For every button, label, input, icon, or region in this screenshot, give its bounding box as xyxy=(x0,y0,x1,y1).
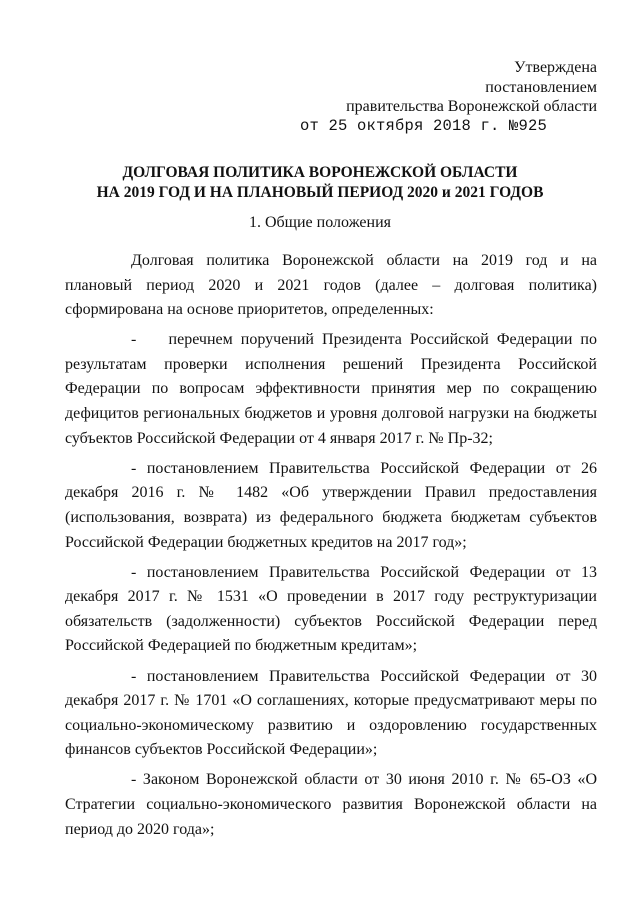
approval-block xyxy=(300,58,597,136)
section-heading: 1. Общие положения xyxy=(248,214,392,231)
approval-line-authority: правительства Воронежской области xyxy=(346,98,597,115)
paragraph-list-item: - Законом Воронежской области от 30 июня 2010 г. № 65-ОЗ «О Стратегии социально-экономического развития Воронежской области на период до 2020 года»; xyxy=(65,771,597,838)
paragraph-list-item: - перечнем поручений Президента Российской Федерации по результатам проверки исполнения решений Президента Российской Федерации по вопросам эффективности принятия мер по сокращению дефицитов региональных бюджетов и уровня долговой нагрузки на бюджеты субъектов Российской Федерации от 4 января 2017 г. № Пр-32; xyxy=(65,331,597,447)
document-title-line-2: НА 2019 ГОД И НА ПЛАНОВЫЙ ПЕРИОД 2020 и 2021 ГОДОВ xyxy=(96,184,544,201)
paragraph-list-item: - постановлением Правительства Российской Федерации от 13 декабря 2017 г. № 1531 «О проведении в 2017 году реструктуризации обязательств (задолженности) субъектов Российской Федерации перед Российской Федерацией по бюджетным кредитам»; xyxy=(65,563,597,655)
paragraph-list-item: - постановлением Правительства Российской Федерации от 26 декабря 2016 г. № 1482 «Об утверждении Правил предоставления (использования, возврата) из федерального бюджета бюджетам субъектов Российской Федерации бюджетных кредитов на 2017 год»; xyxy=(65,459,597,551)
approval-date-stamp: от 25 октября 2018 г. №925 xyxy=(299,116,547,135)
body-text xyxy=(65,249,597,848)
approval-line-approved: Утверждена xyxy=(514,59,597,76)
paragraph-intro: Долговая политика Воронежской области на 2019 год и на плановый период 2020 и 2021 годов (далее – долговая политика) сформирована на основе приоритетов, определенных: xyxy=(65,252,597,319)
document-title xyxy=(0,163,640,203)
paragraph-list-item: - постановлением Правительства Российской Федерации от 30 декабря 2017 г. № 1701 «О соглашениях, которые предусматривают меры по социально-экономическому развитию и оздоровлению государственных финансов субъектов Российской Федерации»; xyxy=(65,667,597,759)
approval-line-resolution: постановлением xyxy=(485,78,597,96)
document-title-line-1: ДОЛГОВАЯ ПОЛИТИКА ВОРОНЕЖСКОЙ ОБЛАСТИ xyxy=(122,164,518,181)
